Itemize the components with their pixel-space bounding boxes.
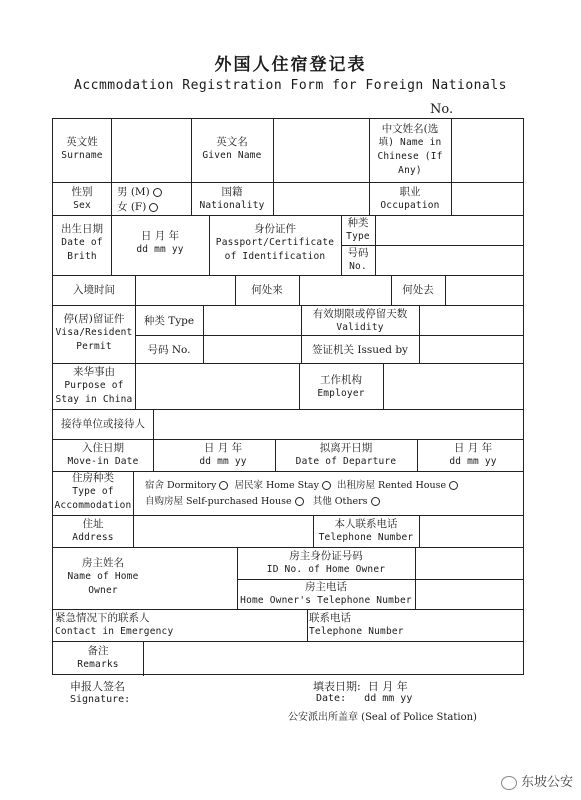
accommodation-options-row2	[145, 495, 380, 509]
given-name-field[interactable]	[274, 120, 368, 181]
owner-phone-field[interactable]	[416, 580, 522, 608]
id-type-field[interactable]	[376, 216, 522, 244]
employer-field[interactable]	[384, 364, 522, 408]
fill-date-label: 填表日期: 日 月 年	[313, 680, 408, 693]
chinese-name-label: 中文姓名(选 填) Name in Chinese (If Any)	[377, 123, 443, 176]
date-en-label: Date: dd mm yy	[316, 693, 413, 704]
id-document-label: 身份证件 Passport/Certificate of Identification	[215, 223, 335, 262]
surname-field[interactable]	[112, 120, 190, 181]
move-in-label: 入住日期 Move-in Date	[67, 442, 139, 467]
dormitory-option[interactable]: 宿舍 Dormitory	[145, 480, 228, 491]
rented-radio[interactable]	[449, 481, 458, 490]
phone-field[interactable]	[420, 516, 522, 546]
home-owner-field[interactable]	[154, 548, 236, 608]
departure-date-field[interactable]: 日 月 年 dd mm yy	[449, 442, 497, 467]
id-type-label: 种类 Type	[346, 217, 370, 242]
address-field[interactable]	[134, 516, 312, 546]
others-radio[interactable]	[371, 497, 380, 506]
to-where-field[interactable]	[446, 276, 522, 304]
validity-label: 有效期限或停留天数 Validity	[312, 308, 408, 333]
nationality-field[interactable]	[274, 183, 368, 214]
emergency-contact-label: 紧急情况下的联系人 Contact in Emergency	[55, 612, 174, 637]
dob-field[interactable]: 日 月 年 dd mm yy	[136, 230, 184, 255]
visa-label: 停(居)留证件 Visa/Resident Permit	[55, 313, 133, 352]
id-number-label: 号码 No.	[347, 247, 369, 272]
to-where-label: 何处去	[402, 284, 434, 296]
issued-by-field[interactable]	[420, 336, 522, 362]
homestay-radio[interactable]	[322, 481, 331, 490]
dob-label: 出生日期 Date of Brith	[61, 223, 103, 262]
chinese-name-field[interactable]	[452, 120, 522, 214]
form-subtitle: Accmmodation Registration Form for Foreign Nationals	[74, 78, 507, 93]
others-option[interactable]: 其他 Others	[313, 496, 380, 507]
from-where-field[interactable]	[300, 276, 390, 304]
homestay-option[interactable]: 居民家 Home Stay	[234, 480, 331, 491]
accommodation-options-row1	[145, 479, 458, 493]
female-radio[interactable]	[149, 203, 158, 212]
id-number-field[interactable]	[376, 246, 522, 274]
accommodation-label: 住房种类 Type of Accommodation	[54, 472, 132, 511]
registration-form	[52, 118, 524, 675]
employer-label: 工作机构 Employer	[317, 374, 365, 399]
sex-female-option[interactable]: 女 (F)	[117, 200, 158, 214]
owner-id-label: 房主身份证号码 ID No. of Home Owner	[266, 550, 386, 575]
wechat-logo-icon	[501, 776, 517, 790]
departure-label: 拟离开日期 Date of Departure	[295, 442, 397, 467]
visa-number-field[interactable]	[204, 336, 300, 362]
from-where-label: 何处来	[251, 284, 283, 296]
owner-id-field[interactable]	[416, 548, 522, 578]
receiver-label: 接待单位或接待人	[61, 418, 145, 430]
emergency-phone-label: 联系电话 Telephone Number	[309, 612, 404, 637]
watermark: 东坡公安	[501, 771, 573, 790]
home-owner-label: 房主姓名 Name of Home Owner	[67, 557, 139, 596]
purpose-field[interactable]	[136, 364, 298, 408]
visa-number-label: 号码 No.	[147, 344, 191, 356]
rented-option[interactable]: 出租房屋 Rented House	[337, 480, 458, 491]
self-purchased-option[interactable]: 自购房屋 Self-purchased House	[145, 496, 304, 507]
sex-male-option[interactable]: 男 (M)	[117, 185, 162, 199]
surname-label: 英文姓 Surname	[61, 136, 103, 161]
visa-type-field[interactable]	[204, 306, 300, 334]
self-purchased-radio[interactable]	[295, 497, 304, 506]
move-in-date-field[interactable]: 日 月 年 dd mm yy	[199, 442, 247, 467]
purpose-label: 来华事由 Purpose of Stay in China	[55, 366, 133, 405]
visa-type-label: 种类 Type	[143, 315, 195, 327]
form-number-label: No.	[430, 102, 454, 117]
phone-label: 本人联系电话 Telephone Number	[318, 518, 414, 543]
given-name-label: 英文名 Given Name	[202, 136, 262, 161]
signature-label: 申报人签名 Signature:	[70, 680, 131, 705]
occupation-label: 职业 Occupation	[380, 186, 440, 211]
nationality-label: 国籍 Nationality	[199, 186, 265, 211]
entry-time-field[interactable]	[136, 276, 234, 304]
entry-time-label: 入境时间	[73, 284, 115, 296]
form-title: 外国人住宿登记表	[214, 55, 367, 75]
issued-by-label: 签证机关 Issued by	[312, 344, 408, 356]
receiver-field[interactable]	[154, 410, 522, 438]
male-radio[interactable]	[153, 188, 162, 197]
police-seal-label: 公安派出所盖章 (Seal of Police Station)	[288, 712, 477, 723]
dormitory-radio[interactable]	[219, 481, 228, 490]
owner-phone-label: 房主电话 Home Owner's Telephone Number	[240, 581, 412, 606]
remarks-field[interactable]	[144, 642, 522, 674]
sex-label: 性别 Sex	[71, 186, 93, 211]
remarks-label: 备注 Remarks	[77, 645, 119, 670]
address-label: 住址 Address	[72, 518, 114, 543]
